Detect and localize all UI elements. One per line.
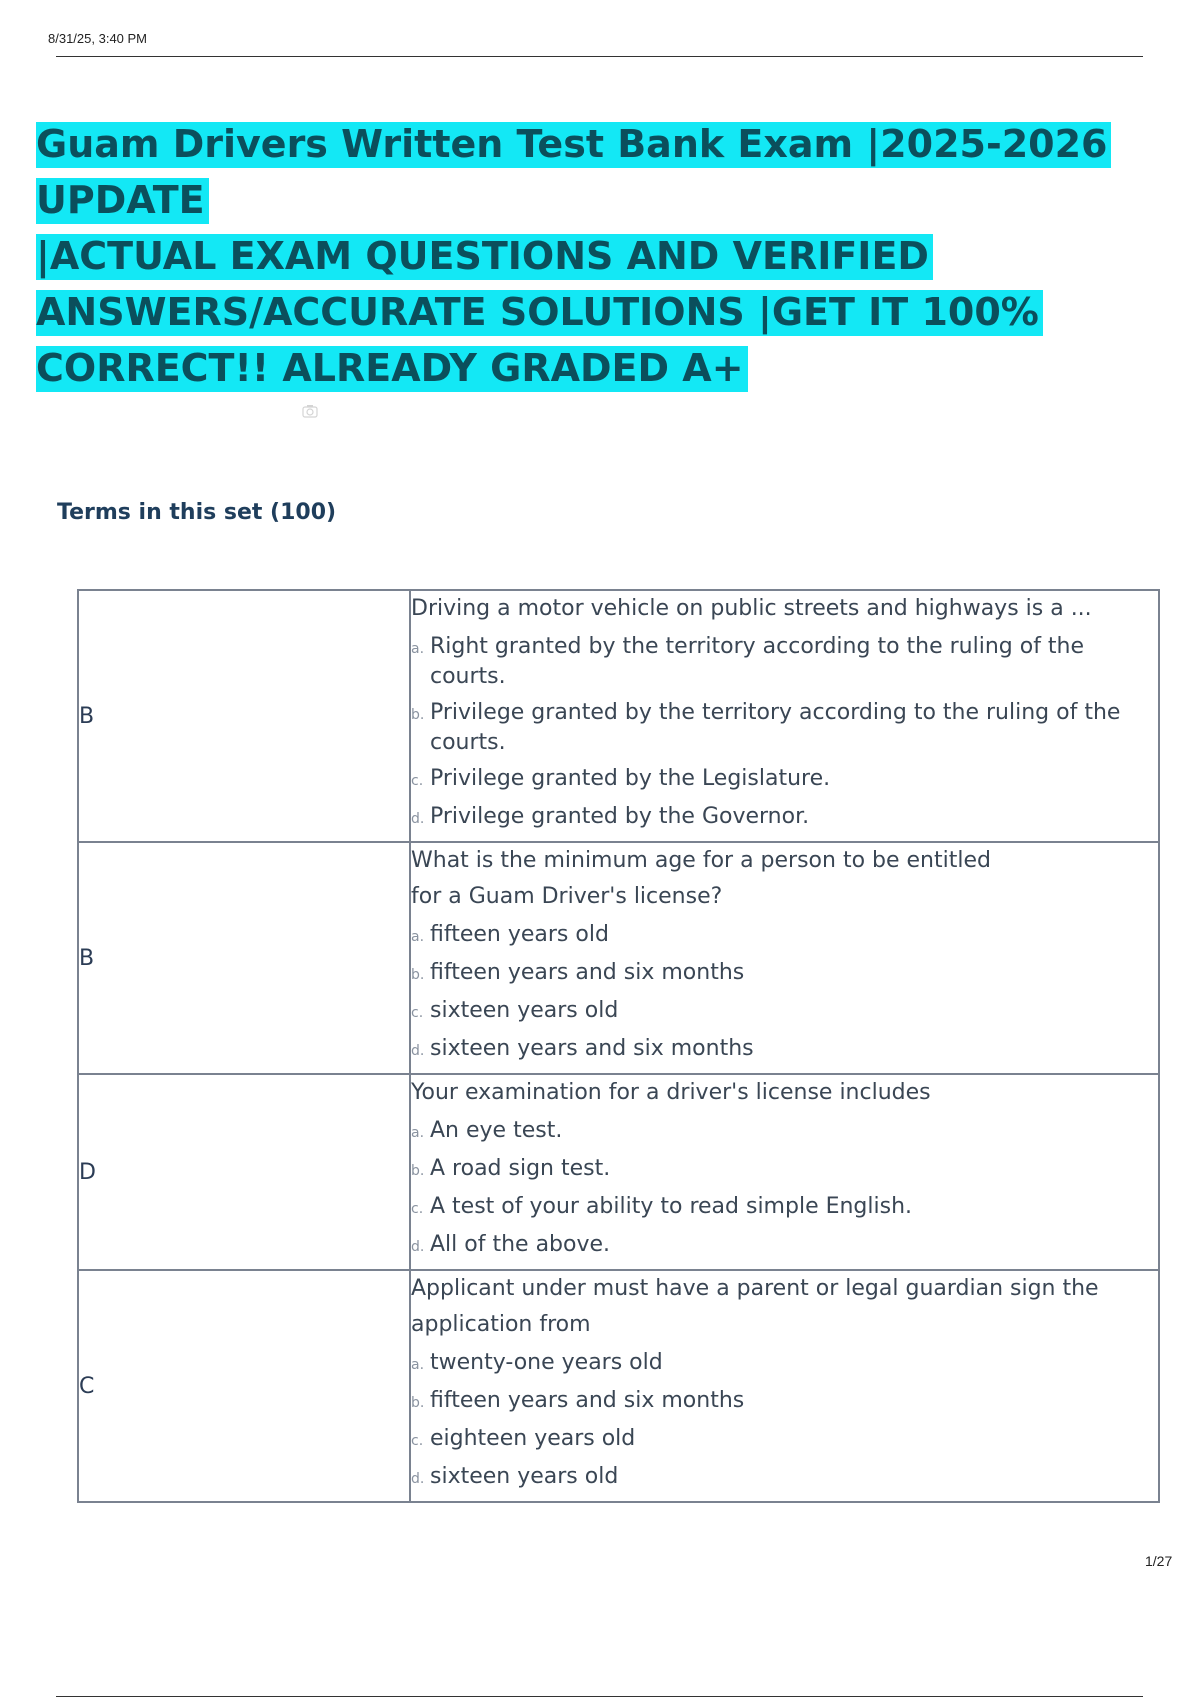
- answer-option: [411, 1349, 1158, 1379]
- option-letter: c.: [411, 1005, 424, 1021]
- option-text: eighteen years old: [430, 1426, 636, 1451]
- answer-letter: D: [79, 1159, 96, 1185]
- question-text: What is the minimum age for a person to be entitled: [411, 848, 991, 873]
- answer-option: [411, 1035, 1158, 1065]
- answer-option: [411, 803, 1158, 833]
- question-cell: [410, 590, 1159, 842]
- option-text: sixteen years and six months: [430, 1036, 754, 1061]
- document-title: [36, 116, 1176, 396]
- footer-rule: [56, 1696, 1143, 1697]
- option-letter: b.: [411, 1163, 425, 1179]
- option-letter: d.: [411, 1471, 425, 1487]
- answer-cell: [78, 590, 410, 842]
- answer-option: [411, 1387, 1158, 1417]
- title-line-3: ANSWERS/ACCURATE SOLUTIONS |GET IT 100%: [36, 290, 1043, 336]
- question-text: Applicant under must have a parent or legal guardian sign the: [411, 1276, 1099, 1301]
- answer-option: [411, 959, 1158, 989]
- answer-option: [411, 633, 1158, 691]
- answer-cell: [78, 1270, 410, 1502]
- header-rule: [56, 56, 1143, 57]
- print-timestamp: 8/31/25, 3:40 PM: [48, 31, 148, 46]
- option-text: twenty-one years old: [430, 1350, 663, 1375]
- answer-cell: [78, 842, 410, 1074]
- answer-option: [411, 1463, 1158, 1493]
- term-row: [78, 1270, 1159, 1502]
- option-letter: b.: [411, 707, 425, 723]
- question-cell: [410, 842, 1159, 1074]
- option-text: fifteen years and six months: [430, 1388, 745, 1413]
- title-line-4: CORRECT!! ALREADY GRADED A+: [36, 346, 748, 392]
- option-letter: a.: [411, 929, 425, 945]
- option-letter: a.: [411, 1357, 425, 1373]
- option-letter: a.: [411, 641, 425, 657]
- option-letter: b.: [411, 967, 425, 983]
- option-text: Right granted by the territory according to the ruling of the courts.: [430, 634, 1085, 689]
- question-cell: [410, 1270, 1159, 1502]
- question-text: for a Guam Driver's license?: [411, 884, 723, 909]
- option-letter: c.: [411, 1201, 424, 1217]
- question-text: application from: [411, 1312, 591, 1337]
- option-text: A test of your ability to read simple English.: [430, 1194, 913, 1219]
- page-number: 1/27: [1145, 1553, 1173, 1569]
- answer-option: [411, 765, 1158, 795]
- option-text: fifteen years and six months: [430, 960, 745, 985]
- answer-option: [411, 1193, 1158, 1223]
- term-row: [78, 842, 1159, 1074]
- option-text: Privilege granted by the Governor.: [430, 804, 810, 829]
- title-line-2: |ACTUAL EXAM QUESTIONS AND VERIFIED: [36, 234, 933, 280]
- term-row: [78, 590, 1159, 842]
- option-letter: d.: [411, 811, 425, 827]
- terms-table: [77, 589, 1160, 1503]
- option-text: A road sign test.: [430, 1156, 611, 1181]
- question-text: Driving a motor vehicle on public streets and highways is a ...: [411, 596, 1092, 621]
- question-text: Your examination for a driver's license includes: [411, 1080, 931, 1105]
- answer-option: [411, 921, 1158, 951]
- title-line-1: Guam Drivers Written Test Bank Exam |2025-2026 UPDATE: [36, 122, 1111, 224]
- answer-option: [411, 997, 1158, 1027]
- option-text: sixteen years old: [430, 1464, 619, 1489]
- answer-letter: B: [79, 945, 95, 971]
- question-cell: [410, 1074, 1159, 1270]
- option-letter: c.: [411, 773, 424, 789]
- answer-option: [411, 1155, 1158, 1185]
- option-letter: d.: [411, 1043, 425, 1059]
- option-letter: a.: [411, 1125, 425, 1141]
- answer-option: [411, 1231, 1158, 1261]
- answer-cell: [78, 1074, 410, 1270]
- answer-letter: C: [79, 1373, 95, 1399]
- option-letter: c.: [411, 1433, 424, 1449]
- option-letter: d.: [411, 1239, 425, 1255]
- option-text: Privilege granted by the territory according to the ruling of the courts.: [430, 700, 1121, 755]
- terms-set-heading: Terms in this set (100): [57, 500, 337, 525]
- faint-camera-icon: [301, 402, 319, 420]
- option-text: fifteen years old: [430, 922, 609, 947]
- term-row: [78, 1074, 1159, 1270]
- answer-letter: B: [79, 703, 95, 729]
- answer-option: [411, 1425, 1158, 1455]
- option-text: Privilege granted by the Legislature.: [430, 766, 831, 791]
- option-text: An eye test.: [430, 1118, 563, 1143]
- option-text: All of the above.: [430, 1232, 611, 1257]
- option-text: sixteen years old: [430, 998, 619, 1023]
- option-letter: b.: [411, 1395, 425, 1411]
- answer-option: [411, 699, 1158, 757]
- answer-option: [411, 1117, 1158, 1147]
